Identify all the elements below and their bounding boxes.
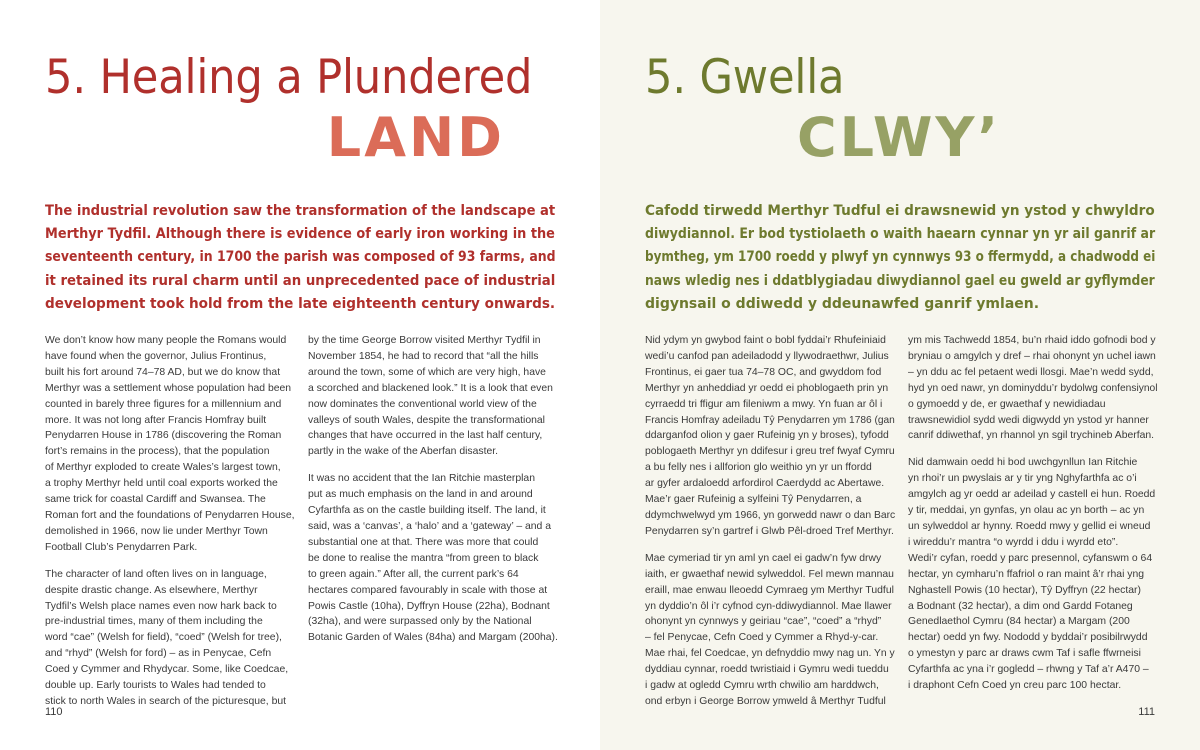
body-line: Nghastell Powis (10 hectar), Tŷ Dyffryn (22 hectar) — [908, 584, 1141, 596]
body-line: a Bodnant (32 hectar), a dim ond Gardd Fotaneg — [908, 600, 1133, 612]
chapter-title-keyword-welsh: CLWY’ — [797, 106, 1002, 169]
body-line: hectar, yn cymharu’n ffafriol o ran maint â’r rhai yng — [908, 568, 1145, 580]
lead-line: seventeenth century, in 1700 the parish was composed of 93 farms, and — [45, 249, 556, 266]
lead-line: diwydiannol. Er bod tystiolaeth o waith haearn cynnar yn yr ail ganrif ar — [645, 226, 1156, 243]
body-line: Penydarren House in 1786 (discovering the Roman — [45, 430, 282, 442]
lead-line: Cafodd tirwedd Merthyr Tudful ei drawsnewid yn ystod y chwyldro — [645, 203, 1155, 219]
body-line: Roman fort and the foundations of Penydarren House, — [45, 509, 295, 521]
body-line: Mae’r gaer Rufeinig a sylfeini Tŷ Penydarren, a — [645, 494, 862, 506]
body-line: dyddiau cynnar, roedd twristiaid i Gymru wedi tueddu — [645, 664, 889, 676]
chapter-title-welsh: 5. Gwella — [645, 50, 845, 105]
body-paragraph — [308, 333, 558, 460]
body-paragraph — [645, 551, 895, 710]
body-line: a trophy Merthyr held until coal exports worked the — [45, 478, 278, 490]
body-column-2-english — [308, 333, 558, 657]
body-line: Cyfarthfa as on the castle building itself. The land, it — [308, 505, 546, 517]
lead-line: Merthyr Tydfil. Although there is evidence of early iron working in the — [45, 226, 555, 243]
body-line: word “cae” (Welsh for field), “coed” (Welsh for tree), — [45, 632, 282, 644]
lead-paragraph-english — [45, 200, 555, 316]
body-line: canrif ddiwethaf, yn rhannol yn sgil trychineb Aberfan. — [908, 430, 1155, 442]
body-line: Mae cymeriad tir yn aml yn cael ei gadw’n fyw drwy — [645, 552, 882, 564]
body-line: un sylweddol ar hynny. Roedd mwy y gellid ei wneud — [908, 520, 1151, 532]
body-line: Botanic Garden of Wales (84ha) and Margam (200ha). — [308, 632, 558, 644]
page-number-left: 110 — [45, 706, 63, 718]
body-line: and “rhyd” (Welsh for ford) – as in Penycae, Cefn — [45, 648, 272, 660]
body-line: Coed y Cymmer and Rhydycar. Some, like Coedcae, — [45, 664, 289, 676]
body-line: changes that have occurred in the last half century, — [308, 430, 543, 442]
body-paragraph — [45, 333, 295, 556]
body-line: have found when the governor, Julius Frontinus, — [45, 350, 267, 362]
body-line: We don’t know how many people the Romans would — [45, 335, 287, 346]
body-line: Mae rhai, fel Coedcae, yn defnyddio mwy nag un. Yn y — [645, 648, 895, 660]
body-line: hectares compared favourably in scale with those at — [308, 584, 548, 596]
body-line: fort’s remains in the process), that the population — [45, 446, 270, 458]
body-line: demolished in 1966, now lie under Merthyr Town — [45, 525, 268, 537]
body-line: cyrraedd tri ffigur am fileniwm a mwy. Yn fuan ar ôl i — [645, 398, 883, 410]
body-line: stick to north Wales in search of the picturesque, but — [45, 695, 287, 707]
lead-line: naws wledig nes i ddatblygiadau diwydiannol gael eu gweld ar gyflymder — [645, 272, 1155, 289]
chapter-title-keyword-english: LAND — [326, 106, 505, 169]
body-line: counted in barely three figures for a millennium and — [45, 398, 282, 410]
lead-line: The industrial revolution saw the transformation of the landscape at — [45, 203, 556, 219]
body-line: ar gyfer ardaloedd arfordirol Caerdydd ac Abertawe. — [645, 478, 885, 490]
body-line: Francis Homfray adeiladu Tŷ Penydarren ym 1786 (gan — [645, 414, 895, 426]
page-number-right: 111 — [1138, 706, 1155, 718]
body-line: Genedlaethol Cymru (84 hectar) a Margam (200 — [908, 616, 1130, 628]
body-line: of Merthyr exploded to create Wales’s largest town, — [45, 462, 281, 474]
body-line: Nid damwain oedd hi bod uwchgynllun Ian Ritchie — [908, 457, 1138, 469]
body-line: hectar) oedd yn fwy. Nododd y byddai’r posibilrwydd — [908, 632, 1148, 644]
body-line: (32ha), and were surpassed only by the National — [308, 616, 532, 628]
body-line: y tir, meddai, yn gynfas, yn olau ac yn borth – ac yn — [908, 505, 1145, 517]
body-line: ddymchwelwyd ym 1966, yn gorwedd nawr o dan Barc — [645, 509, 896, 521]
body-line: same trick for coastal Cardiff and Swansea. The — [45, 494, 266, 506]
body-paragraph — [645, 333, 895, 540]
body-line: double up. Early tourists to Wales had tended to — [45, 680, 266, 692]
body-line: substantial one at that. There was more that could — [308, 536, 539, 548]
body-line: November 1854, he had to record that “all the hills — [308, 350, 539, 362]
body-line: The character of land often lives on in language, — [45, 568, 267, 580]
body-line: bryniau o amgylch y dref – rhai ohonynt yn uchel iawn — [908, 350, 1156, 362]
body-line: a bu felly nes i allforion glo weithio yn yr un ffordd — [645, 462, 872, 474]
lead-line: development took hold from the late eighteenth century onwards. — [45, 295, 556, 312]
body-line: to green again.” After all, the current park’s 64 — [308, 568, 519, 580]
body-line: built his fort around 74–78 AD, but we do know that — [45, 366, 281, 378]
body-line: ym mis Tachwedd 1854, bu’n rhaid iddo gofnodi bod y — [908, 335, 1156, 346]
body-paragraph — [908, 455, 1158, 694]
body-line: put as much emphasis on the land in and around — [308, 489, 533, 501]
body-line: partly in the wake of the Aberfan disaster. — [308, 446, 499, 458]
body-line: It was no accident that the Ian Ritchie masterplan — [308, 473, 535, 485]
body-line: o ymestyn y parc ar draws cwm Taf i safle ffwrneisi — [908, 648, 1141, 660]
body-line: said, was a ‘canvas’, a ‘halo’ and a ‘gateway’ – and a — [308, 520, 551, 532]
body-line: Penydarren sy’n gartref i Glwb Pêl-droed Tref Merthyr. — [645, 525, 894, 537]
body-line: Tydfil’s Welsh place names even now hark back to — [45, 600, 277, 612]
body-line: hyd yn oed nawr, yn dominyddu’r bydolwg confensiynol — [908, 382, 1158, 394]
body-line: amgylch ag yr oedd ar adeilad y castell ei hun. Roedd — [908, 489, 1156, 501]
body-line: Merthyr was a settlement whose population had been — [45, 382, 292, 394]
body-line: ddarganfod olion y gaer Rufeinig yn y broses), tyfodd — [645, 430, 889, 442]
body-line: Wedi’r cyfan, roedd y parc presennol, cyfanswm o 64 — [908, 552, 1153, 564]
lead-line: bymtheg, ym 1700 roedd y plwyf yn cynnwys 93 o ffermydd, a chadwodd ei — [645, 249, 1156, 266]
lead-paragraph-welsh — [645, 200, 1155, 316]
body-line: ohonynt yn cynnwys y geiriau “cae”, “coed” a “rhyd” — [645, 616, 882, 628]
body-line: poblogaeth Merthyr yn ddifesur i greu tref fwyaf Cymru — [645, 446, 895, 458]
body-line: pre-industrial times, many of them including the — [45, 616, 263, 628]
body-line: i wireddu’r mantra “o wyrdd i ddu i wyrdd eto”. — [908, 536, 1119, 548]
body-line: valleys of south Wales, despite the transformational — [308, 414, 545, 426]
body-line: more. It was not long after Francis Homfray built — [45, 414, 267, 426]
body-line: yn dyddio’n ôl i’r cyfnod cyn-ddiwydiannol. Mae llawer — [645, 600, 892, 612]
body-column-1-english — [45, 333, 295, 721]
body-line: Powis Castle (10ha), Dyffryn House (22ha), Bodnant — [308, 600, 550, 612]
lead-line: it retained its rural charm until an unprecedented pace of industrial — [45, 272, 556, 289]
body-column-2-welsh — [908, 333, 1158, 705]
body-line: – fel Penycae, Cefn Coed y Cymmer a Rhyd-y-car. — [645, 632, 879, 644]
body-line: i draphont Cefn Coed yn creu parc 100 hectar. — [908, 680, 1122, 692]
body-line: o gymoedd y de, er gwaethaf y newidiadau — [908, 398, 1106, 410]
body-line: wedi’u canfod pan adeiladodd y llywodraethwr, Julius — [645, 350, 889, 362]
body-line: iaith, er gwaethaf newid sylweddol. Fel mewn mannau — [645, 568, 894, 580]
body-line: Nid ydym yn gwybod faint o bobl fyddai’r Rhufeiniaid — [645, 335, 886, 346]
body-line: yn rhoi’r un pwyslais ar y tir yng Nghyfarthfa ac o’i — [908, 473, 1137, 485]
body-line: i gadw at ogledd Cymru wrth chwilio am harddwch, — [645, 680, 879, 692]
chapter-title-english: 5. Healing a Plundered — [45, 50, 533, 105]
body-line: ond erbyn i George Borrow ymweld â Merthyr Tudful — [645, 695, 886, 707]
body-line: eraill, mae enwau lleoedd Cymraeg ym Merthyr Tudful — [645, 584, 894, 596]
body-paragraph — [308, 471, 558, 646]
body-paragraph — [908, 333, 1158, 444]
body-line: Football Club’s Penydarren Park. — [45, 541, 198, 553]
lead-line: digynsail o ddiwedd y ddeunawfed ganrif ymlaen. — [645, 295, 1040, 312]
body-paragraph — [45, 567, 295, 710]
body-line: be done to realise the mantra “from green to black — [308, 552, 539, 564]
body-line: Cyfarthfa ac yna i’r gogledd – rhwng y Taf a’r A470 – — [908, 664, 1149, 676]
body-line: trawsnewidiol sydd wedi digwydd yn ystod yr hanner — [908, 414, 1149, 426]
right-page — [600, 0, 1200, 750]
body-line: now dominates the conventional world view of the — [308, 398, 537, 410]
body-line: – yn ddu ac fel petaent wedi llosgi. Mae’n wedd sydd, — [908, 366, 1154, 378]
body-line: by the time George Borrow visited Merthyr Tydfil in — [308, 335, 541, 346]
body-line: a scorched and blackened look.” It is a look that even — [308, 382, 553, 394]
body-line: despite drastic change. As elsewhere, Merthyr — [45, 584, 258, 596]
body-line: around the town, some of which are very high, have — [308, 366, 546, 378]
body-line: Merthyr yn anheddiad yr oedd ei phoblogaeth prin yn — [645, 382, 889, 394]
body-line: Frontinus, ei gaer tua 74–78 OC, and gwyddom fod — [645, 366, 882, 378]
body-column-1-welsh — [645, 333, 895, 721]
